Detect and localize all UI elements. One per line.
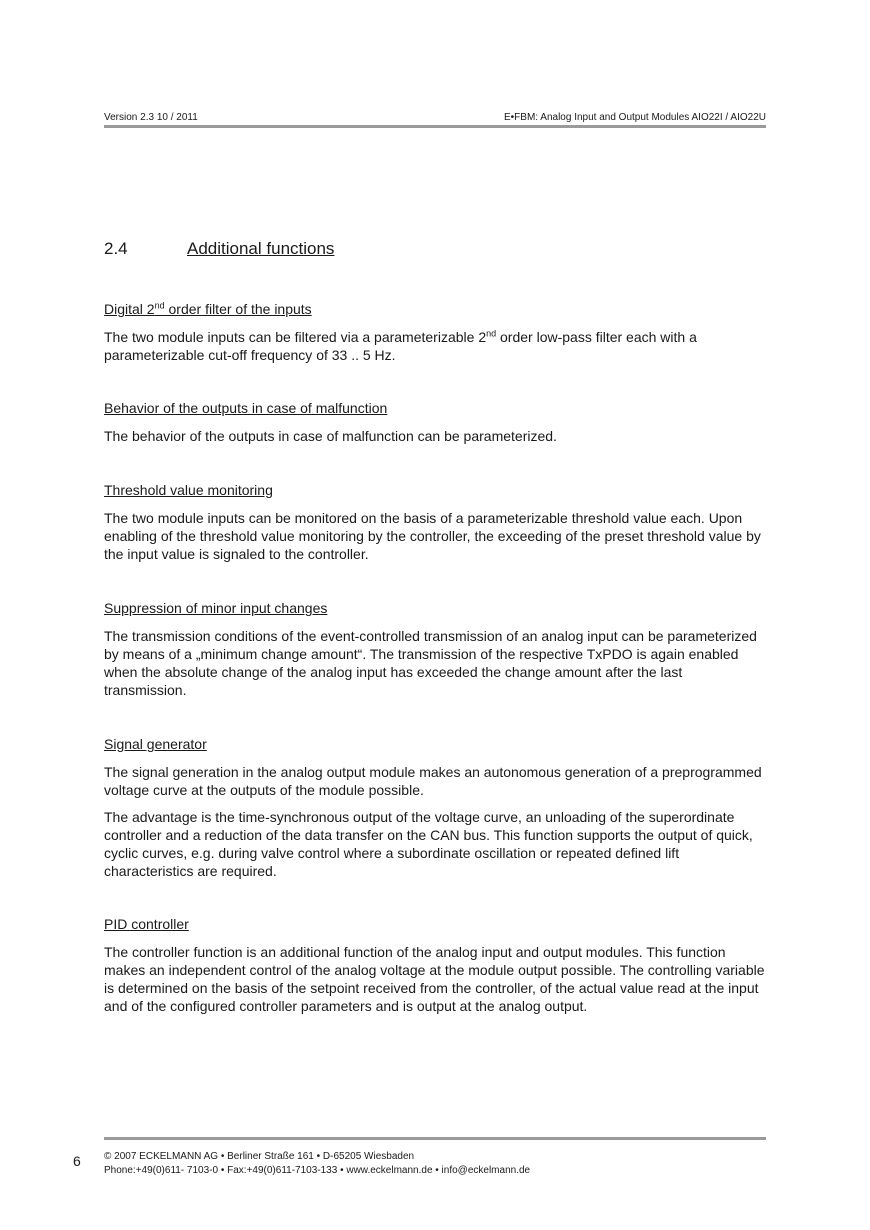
footer-contact: Phone:+49(0)611- 7103-0 • Fax:+49(0)611-7103-133 • www.eckelmann.de • info@eckelmann.de [104, 1165, 531, 1176]
paragraph: The signal generation in the analog output module makes an autonomous generation of a preprogrammed voltage curve at the outputs of the module possible. [104, 764, 762, 798]
header-version: Version 2.3 10 / 2011 [104, 112, 198, 123]
subsection-title: PID controller [104, 916, 189, 932]
section-number: 2.4 [104, 239, 128, 258]
page-number: 6 [73, 1153, 81, 1169]
subsection-signal-generator [104, 735, 768, 889]
paragraph: The controller function is an additional function of the analog input and output modules. This function makes an independent control of the analog voltage at the module output possible. The controlling variable is determined on the basis of the setpoint received from the controller, of the actual value read at the input and of the configured controller parameters and is output at the analog output. [104, 944, 765, 1014]
header-rule [104, 125, 766, 128]
paragraph: The advantage is the time-synchronous output of the voltage curve, an unloading of the superordinate controller and a reduction of the data transfer on the CAN bus. This function supports the output of quick, cyclic curves, e.g. during valve control where a subordinate oscillation or repeated defined lift characteristics are required. [104, 809, 753, 879]
subsection-malfunction [104, 399, 768, 454]
subsection-title: Behavior of the outputs in case of malfunction [104, 400, 388, 416]
paragraph: The transmission conditions of the event-controlled transmission of an analog input can be parameterized by means of a „minimum change amount“. The transmission of the respective TxPDO is again enabled when the absolute change of the analog input has exceeded the change amount after the last transmission. [104, 628, 757, 698]
subsection-title: Suppression of minor input changes [104, 600, 328, 616]
footer-rule [104, 1137, 766, 1140]
paragraph: The behavior of the outputs in case of malfunction can be parameterized. [104, 428, 557, 444]
header-title: E•FBM: Analog Input and Output Modules AIO22I / AIO22U [504, 112, 766, 123]
footer-address: © 2007 ECKELMANN AG • Berliner Straße 161 • D-65205 Wiesbaden [104, 1151, 415, 1162]
section-title: Additional functions [187, 239, 335, 258]
subsection-suppression [104, 599, 768, 708]
subsection-title: Digital 2nd order filter of the inputs [104, 300, 312, 317]
subsection-title: Signal generator [104, 736, 207, 752]
paragraph: The two module inputs can be monitored on the basis of a parameterizable threshold value each. Upon enabling of the threshold value monitoring by the controller, the exceeding of the preset threshold value by the input value is signaled to the controller. [104, 510, 761, 562]
paragraph: The two module inputs can be filtered via a parameterizable 2nd order low-pass filter each with a parameterizable cut-off frequency of 33 .. 5 Hz. [104, 328, 697, 363]
subsection-title: Threshold value monitoring [104, 482, 273, 498]
subsection-threshold [104, 481, 768, 572]
subsection-pid [104, 915, 768, 1024]
subsection-filter [104, 300, 768, 373]
